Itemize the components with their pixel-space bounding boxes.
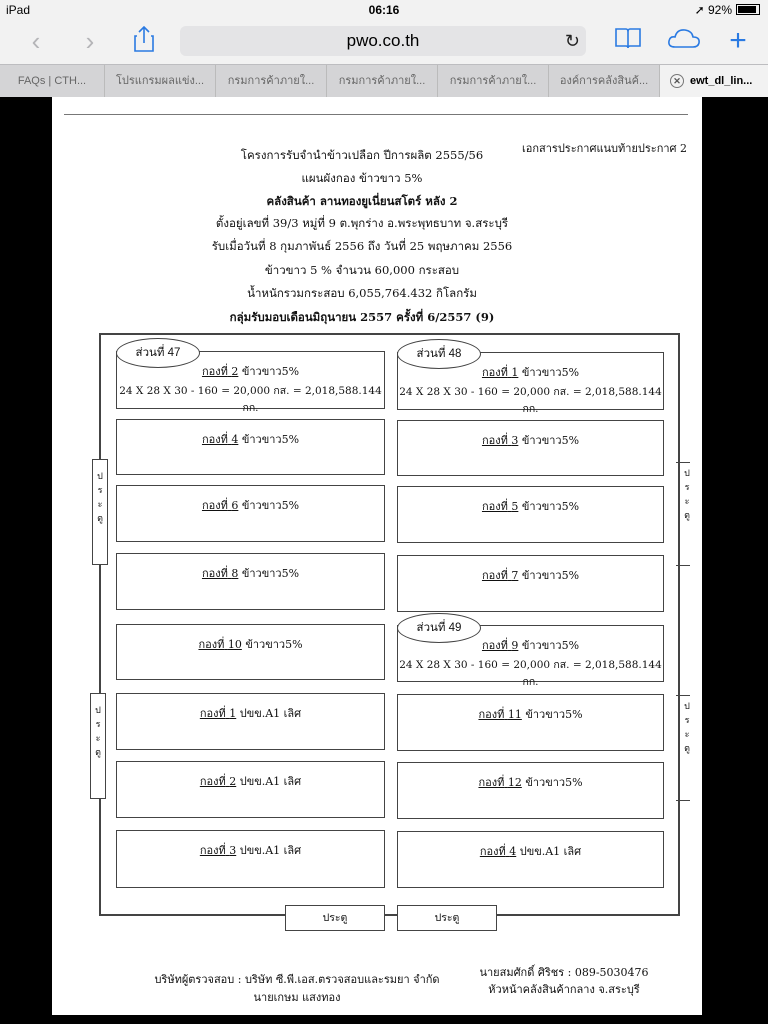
pile-type: ปขข.A1 เลิศ [239, 844, 302, 857]
new-tab-button[interactable] [722, 26, 754, 56]
back-button[interactable]: ‹ [31, 26, 41, 56]
status-bar [0, 0, 768, 20]
header-line-4: ตั้งอยู่เลขที่ 39/3 หมู่ที่ 9 ต.พุกร่าง อ.พระพุทธบาท จ.สระบุรี [215, 216, 509, 230]
pile-no: กองที่ 3 [481, 434, 519, 447]
pile-left-4 [116, 553, 385, 610]
inspector-company: บริษัทผู้ตรวจสอบ : บริษัท ซี.พี.เอส.ตรวจสอบและรมยา จำกัด [154, 973, 440, 986]
cloud-icon [667, 26, 701, 50]
header-line-3: คลังสินค้า ลานทองยูเนี่ยนสโตร์ หลัง 2 [266, 194, 458, 208]
tab-3[interactable]: กรมการค้าภายใ... [216, 65, 327, 97]
pile-type: ข้าวขาว5% [521, 434, 580, 447]
warehouse-head-title: หัวหน้าคลังสินค้ากลาง จ.สระบุรี [488, 983, 640, 996]
tab-faqs[interactable]: FAQs | CTH... [0, 65, 105, 97]
share-button[interactable] [128, 26, 160, 56]
pile-no: กองที่ 8 [201, 567, 239, 580]
icloud-tabs-button[interactable] [666, 26, 702, 56]
inspector-name: นายเกษม แสงทอง [253, 991, 341, 1004]
header-line-1: โครงการรับจำนำข้าวเปลือก ปีการผลิต 2555/56 [240, 148, 484, 162]
pile-calc: 24 X 28 X 30 - 160 = 20,000 กส. = 2,018,588.144 กก. [399, 659, 662, 688]
pile-right-7 [397, 762, 664, 819]
pile-type: ปขข.A1 เลิศ [519, 845, 582, 858]
tab-4[interactable]: กรมการค้าภายใ... [327, 65, 438, 97]
header-line-6: ข้าวขาว 5 % จำนวน 60,000 กระสอบ [264, 263, 460, 277]
pile-calc: 24 X 28 X 30 - 160 = 20,000 กส. = 2,018,588.144 กก. [119, 385, 382, 414]
pile-no: กองที่ 1 [481, 366, 519, 379]
clock: 06:16 [368, 3, 400, 17]
pile-no: กองที่ 2 [201, 365, 239, 378]
tab-5[interactable]: กรมการค้าภายใ... [438, 65, 549, 97]
pile-type: ข้าวขาว5% [521, 500, 580, 513]
device-label: iPad [6, 3, 31, 17]
battery-status [695, 3, 760, 17]
close-tab-icon[interactable]: ✕ [670, 74, 684, 88]
pile-right-4 [397, 555, 664, 612]
header-line-5: รับเมื่อวันที่ 8 กุมภาพันธ์ 2556 ถึง วันที่ 25 พฤษภาคม 2556 [211, 239, 513, 253]
pile-type: ข้าวขาว5% [521, 639, 580, 652]
pile-left-7 [116, 761, 385, 818]
pile-calc: 24 X 28 X 30 - 160 = 20,000 กส. = 2,018,588.144 กก. [399, 386, 662, 415]
gate-left: ประตู [285, 905, 385, 931]
pile-type: ปขข.A1 เลิศ [239, 775, 302, 788]
address-bar[interactable] [180, 26, 586, 56]
bookmarks-button[interactable] [612, 26, 644, 56]
section-48: ส่วนที่ 48 [397, 339, 481, 369]
location-icon: ➚ [694, 3, 705, 17]
pile-type: ข้าวขาว5% [241, 365, 300, 378]
tab-6[interactable]: องค์การคลังสินค้... [549, 65, 660, 97]
pile-no: กองที่ 4 [201, 433, 239, 446]
pile-right-3 [397, 486, 664, 543]
pile-no: กองที่ 4 [479, 845, 517, 858]
annex-label: เอกสารประกาศแนบท้ายประกาศ 2 [522, 142, 688, 155]
pile-right-2 [397, 420, 664, 476]
pile-no: กองที่ 9 [481, 639, 519, 652]
door-tick [676, 800, 690, 801]
pile-left-2 [116, 419, 385, 475]
pile-no: กองที่ 3 [199, 844, 237, 857]
browser-toolbar [0, 20, 768, 64]
pile-type: ข้าวขาว5% [525, 776, 583, 789]
side-door-left-upper: ป ร ะ ตู [92, 459, 108, 565]
door-tick [676, 462, 690, 463]
pile-no: กองที่ 2 [199, 775, 237, 788]
pile-no: กองที่ 1 [199, 707, 237, 720]
side-door-right-upper: ป ร ะ ตู [684, 469, 690, 521]
battery-percent: 92% [707, 3, 732, 17]
side-door-right-lower: ป ร ะ ตู [684, 702, 690, 754]
pile-left-8 [116, 830, 385, 888]
book-icon [614, 26, 642, 50]
pile-no: กองที่ 7 [481, 569, 519, 582]
pile-type: ปขข.A1 เลิศ [239, 707, 302, 720]
header-line-7: น้ำหนักรวมกระสอบ 6,055,764.432 กิโลกรัม [247, 286, 477, 300]
pile-left-6 [116, 693, 385, 750]
pile-type: ข้าวขาว5% [521, 366, 580, 379]
tab-active[interactable] [660, 65, 768, 97]
document-page [52, 97, 702, 1015]
warehouse-head-name: นายสมศักดิ์ ศิริชร : 089-5030476 [479, 966, 649, 979]
top-rule [64, 114, 688, 115]
plus-icon: + [729, 24, 747, 57]
pile-type: ข้าวขาว5% [241, 433, 300, 446]
pile-right-8 [397, 831, 664, 888]
pile-left-5 [116, 624, 385, 680]
url-text: pwo.co.th [346, 31, 420, 50]
pile-no: กองที่ 10 [198, 638, 242, 651]
door-tick [676, 695, 690, 696]
share-icon [133, 26, 155, 52]
section-47: ส่วนที่ 47 [116, 338, 200, 368]
forward-button[interactable]: › [85, 26, 95, 56]
tab-bar [0, 64, 768, 97]
section-49: ส่วนที่ 49 [397, 613, 481, 643]
gate-right: ประตู [397, 905, 497, 931]
tab-active-label: ewt_dl_lin... [690, 75, 753, 87]
pile-type: ข้าวขาว5% [241, 567, 300, 580]
pile-left-3 [116, 485, 385, 542]
tab-2[interactable]: โปรแกรมผลแข่ง... [105, 65, 216, 97]
pile-type: ข้าวขาว5% [521, 569, 580, 582]
pile-type: ข้าวขาว5% [525, 708, 583, 721]
pile-type: ข้าวขาว5% [245, 638, 303, 651]
battery-icon [736, 4, 760, 15]
pile-no: กองที่ 6 [201, 499, 239, 512]
door-tick [676, 565, 690, 566]
pile-type: ข้าวขาว5% [241, 499, 300, 512]
pile-no: กองที่ 5 [481, 500, 519, 513]
reload-icon[interactable]: ↻ [564, 31, 580, 51]
pile-no: กองที่ 11 [478, 708, 522, 721]
header-line-8: กลุ่มรับมอบเดือนมิถุนายน 2557 ครั้งที่ 6/2557 (9) [229, 310, 495, 324]
pile-no: กองที่ 12 [478, 776, 522, 789]
pile-right-6 [397, 694, 664, 751]
header-line-2: แผนผังกอง ข้าวขาว 5% [301, 171, 423, 185]
side-door-left-lower: ป ร ะ ตู [90, 693, 106, 799]
